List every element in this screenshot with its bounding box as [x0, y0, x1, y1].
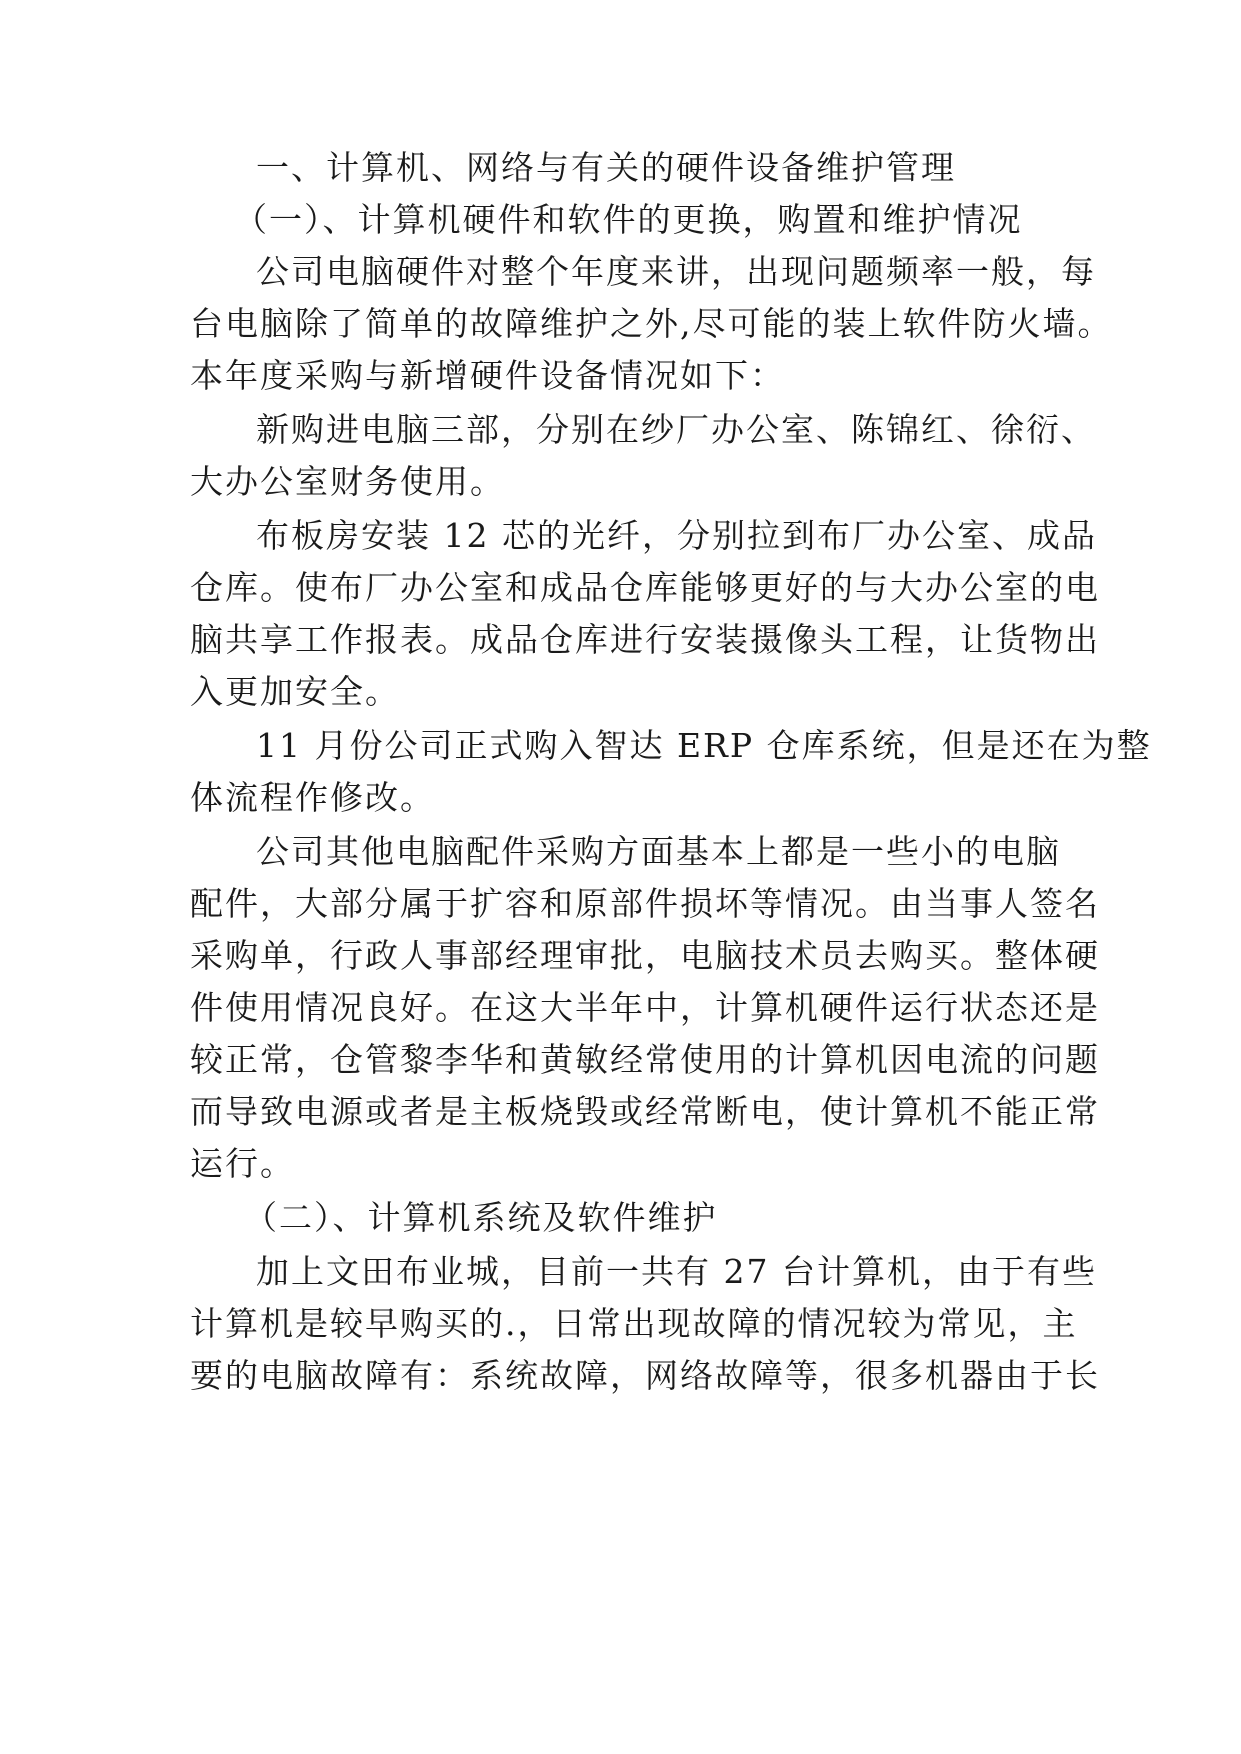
paragraph-line: 布板房安装 12 芯的光纤，分别拉到布厂办公室、成品 — [256, 516, 1097, 555]
subsection-heading-1: （一）、计算机硬件和软件的更换，购置和维护情况 — [234, 200, 1023, 239]
paragraph-line: 配件，大部分属于扩容和原部件损坏等情况。由当事人签名 — [190, 884, 1100, 923]
paragraph-line: 本年度采购与新增硬件设备情况如下： — [190, 356, 785, 395]
paragraph-line: 较正常，仓管黎李华和黄敏经常使用的计算机因电流的问题 — [190, 1040, 1100, 1079]
paragraph-line: 加上文田布业城，目前一共有 27 台计算机，由于有些 — [256, 1252, 1097, 1291]
paragraph-line: 脑共享工作报表。成品仓库进行安装摄像头工程，让货物出 — [190, 620, 1100, 659]
subsection-heading-2: （二）、计算机系统及软件维护 — [244, 1198, 718, 1237]
paragraph-line: 体流程作修改。 — [190, 778, 435, 817]
paragraph-line: 仓库。使布厂办公室和成品仓库能够更好的与大办公室的电 — [190, 568, 1100, 607]
paragraph-line: 计算机是较早购买的.，日常出现故障的情况较为常见，主 — [190, 1304, 1078, 1343]
paragraph-line: 公司电脑硬件对整个年度来讲，出现问题频率一般，每 — [256, 252, 1096, 291]
paragraph-line: 新购进电脑三部，分别在纱厂办公室、陈锦红、徐衍、 — [256, 410, 1096, 449]
paragraph-line: 件使用情况良好。在这大半年中，计算机硬件运行状态还是 — [190, 988, 1100, 1027]
paragraph-line: 而导致电源或者是主板烧毁或经常断电，使计算机不能正常 — [190, 1092, 1100, 1131]
paragraph-line: 入更加安全。 — [190, 672, 400, 711]
paragraph-line: 大办公室财务使用。 — [190, 462, 505, 501]
paragraph-line: 要的电脑故障有：系统故障，网络故障等，很多机器由于长 — [190, 1356, 1100, 1395]
paragraph-line: 公司其他电脑配件采购方面基本上都是一些小的电脑 — [256, 832, 1061, 871]
paragraph-line: 11 月份公司正式购入智达 ERP 仓库系统，但是还在为整 — [256, 726, 1152, 765]
paragraph-line: 采购单，行政人事部经理审批，电脑技术员去购买。整体硬 — [190, 936, 1100, 975]
paragraph-line: 运行。 — [190, 1144, 295, 1183]
paragraph-line: 台电脑除了简单的故障维护之外,尽可能的装上软件防火墙。 — [190, 304, 1113, 343]
section-heading: 一、计算机、网络与有关的硬件设备维护管理 — [256, 148, 956, 187]
